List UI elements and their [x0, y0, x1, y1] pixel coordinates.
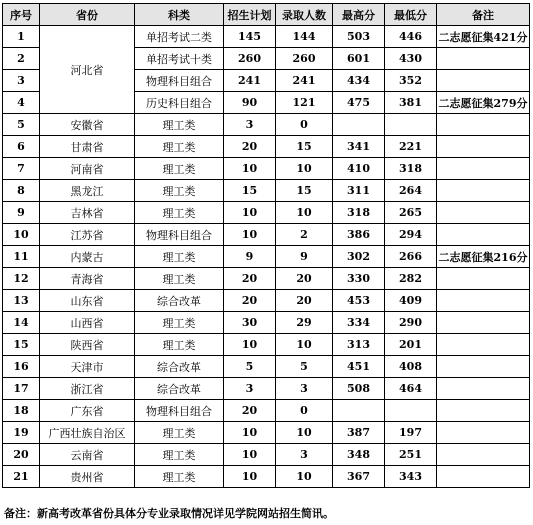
province-cell: 黑龙江: [40, 180, 135, 202]
province-cell: 吉林省: [40, 202, 135, 224]
province-cell: 山西省: [40, 312, 135, 334]
row-number: 17: [3, 378, 40, 400]
row-number: 6: [3, 136, 40, 158]
province-cell: 内蒙古: [40, 246, 135, 268]
max-score-cell: 311: [333, 180, 385, 202]
row-number: 15: [3, 334, 40, 356]
header-cell-admitted: 录取人数: [276, 4, 333, 26]
min-score-cell: 221: [385, 136, 437, 158]
admitted-cell: 9: [276, 246, 333, 268]
plan-cell: 20: [224, 136, 276, 158]
table-row: [3, 136, 530, 158]
max-score-cell: 451: [333, 356, 385, 378]
note-cell: [437, 48, 530, 70]
note-cell: [437, 70, 530, 92]
max-score-cell: 302: [333, 246, 385, 268]
category-cell: 综合改革: [135, 290, 224, 312]
note-cell: [437, 400, 530, 422]
max-score-cell: 410: [333, 158, 385, 180]
max-score-cell: 341: [333, 136, 385, 158]
min-score-cell: 201: [385, 334, 437, 356]
row-number: 18: [3, 400, 40, 422]
admitted-cell: 5: [276, 356, 333, 378]
note-cell: [437, 224, 530, 246]
max-score-cell: 503: [333, 26, 385, 48]
category-cell: 理工类: [135, 246, 224, 268]
plan-cell: 10: [224, 334, 276, 356]
note-cell: [437, 356, 530, 378]
max-score-cell: 313: [333, 334, 385, 356]
max-score-cell: 387: [333, 422, 385, 444]
category-cell: 物理科目组合: [135, 224, 224, 246]
category-cell: 理工类: [135, 180, 224, 202]
row-number: 7: [3, 158, 40, 180]
note-cell: [437, 422, 530, 444]
plan-cell: 241: [224, 70, 276, 92]
row-number: 9: [3, 202, 40, 224]
admitted-cell: 10: [276, 202, 333, 224]
province-cell: 江苏省: [40, 224, 135, 246]
plan-cell: 10: [224, 158, 276, 180]
province-cell: 贵州省: [40, 466, 135, 488]
min-score-cell: 352: [385, 70, 437, 92]
max-score-cell: 348: [333, 444, 385, 466]
category-cell: 理工类: [135, 334, 224, 356]
plan-cell: 30: [224, 312, 276, 334]
max-score-cell: 334: [333, 312, 385, 334]
table-row: [3, 180, 530, 202]
admitted-cell: 121: [276, 92, 333, 114]
min-score-cell: 266: [385, 246, 437, 268]
table-row: [3, 158, 530, 180]
table-row: [3, 26, 530, 48]
min-score-cell: 430: [385, 48, 437, 70]
plan-cell: 10: [224, 466, 276, 488]
province-cell: 青海省: [40, 268, 135, 290]
category-cell: 理工类: [135, 114, 224, 136]
plan-cell: 10: [224, 224, 276, 246]
category-cell: 单招考试二类: [135, 26, 224, 48]
row-number: 19: [3, 422, 40, 444]
province-cell: 浙江省: [40, 378, 135, 400]
max-score-cell: 434: [333, 70, 385, 92]
min-score-cell: 251: [385, 444, 437, 466]
row-number: 8: [3, 180, 40, 202]
note-cell: [437, 136, 530, 158]
header-cell-min-score: 最低分: [385, 4, 437, 26]
admitted-cell: 15: [276, 180, 333, 202]
header-cell-category: 科类: [135, 4, 224, 26]
max-score-cell: 330: [333, 268, 385, 290]
min-score-cell: 409: [385, 290, 437, 312]
row-number: 12: [3, 268, 40, 290]
admitted-cell: 0: [276, 114, 333, 136]
row-number: 16: [3, 356, 40, 378]
header-cell-province: 省份: [40, 4, 135, 26]
admitted-cell: 10: [276, 422, 333, 444]
admitted-cell: 15: [276, 136, 333, 158]
max-score-cell: [333, 114, 385, 136]
row-number: 4: [3, 92, 40, 114]
admitted-cell: 3: [276, 378, 333, 400]
min-score-cell: 197: [385, 422, 437, 444]
plan-cell: 20: [224, 400, 276, 422]
province-cell: 河北省: [40, 26, 135, 114]
table-row: [3, 400, 530, 422]
min-score-cell: 294: [385, 224, 437, 246]
category-cell: 理工类: [135, 158, 224, 180]
admitted-cell: 10: [276, 334, 333, 356]
header-cell-note: 备注: [437, 4, 530, 26]
min-score-cell: 282: [385, 268, 437, 290]
note-cell: [437, 202, 530, 224]
min-score-cell: 464: [385, 378, 437, 400]
row-number: 3: [3, 70, 40, 92]
plan-cell: 9: [224, 246, 276, 268]
category-cell: 物理科目组合: [135, 400, 224, 422]
header-cell-plan: 招生计划: [224, 4, 276, 26]
admitted-cell: 0: [276, 400, 333, 422]
admitted-cell: 29: [276, 312, 333, 334]
admitted-cell: 144: [276, 26, 333, 48]
table-row: [3, 466, 530, 488]
admission-table: [2, 3, 530, 488]
max-score-cell: 453: [333, 290, 385, 312]
province-cell: 天津市: [40, 356, 135, 378]
table-row: [3, 444, 530, 466]
plan-cell: 260: [224, 48, 276, 70]
admitted-cell: 10: [276, 466, 333, 488]
row-number: 11: [3, 246, 40, 268]
row-number: 10: [3, 224, 40, 246]
min-score-cell: 264: [385, 180, 437, 202]
table-row: [3, 356, 530, 378]
note-cell: [437, 290, 530, 312]
min-score-cell: [385, 114, 437, 136]
min-score-cell: 381: [385, 92, 437, 114]
note-cell: 二志愿征集216分: [437, 246, 530, 268]
table-row: [3, 334, 530, 356]
max-score-cell: 386: [333, 224, 385, 246]
note-cell: [437, 378, 530, 400]
note-cell: 二志愿征集421分: [437, 26, 530, 48]
row-number: 1: [3, 26, 40, 48]
table-row: [3, 268, 530, 290]
table-header-row: [3, 4, 530, 26]
row-number: 13: [3, 290, 40, 312]
table-row: [3, 422, 530, 444]
admitted-cell: 10: [276, 158, 333, 180]
min-score-cell: 343: [385, 466, 437, 488]
plan-cell: 3: [224, 378, 276, 400]
table-row: [3, 246, 530, 268]
category-cell: 理工类: [135, 136, 224, 158]
plan-cell: 10: [224, 202, 276, 224]
table-row: [3, 290, 530, 312]
header-cell-no: 序号: [3, 4, 40, 26]
plan-cell: 15: [224, 180, 276, 202]
note-cell: [437, 268, 530, 290]
admitted-cell: 20: [276, 268, 333, 290]
plan-cell: 10: [224, 444, 276, 466]
row-number: 5: [3, 114, 40, 136]
max-score-cell: 318: [333, 202, 385, 224]
province-cell: 山东省: [40, 290, 135, 312]
min-score-cell: 408: [385, 356, 437, 378]
row-number: 2: [3, 48, 40, 70]
plan-cell: 5: [224, 356, 276, 378]
max-score-cell: 601: [333, 48, 385, 70]
max-score-cell: 367: [333, 466, 385, 488]
category-cell: 理工类: [135, 422, 224, 444]
table-row: [3, 202, 530, 224]
category-cell: 历史科目组合: [135, 92, 224, 114]
province-cell: 安徽省: [40, 114, 135, 136]
note-cell: [437, 334, 530, 356]
admitted-cell: 3: [276, 444, 333, 466]
category-cell: 综合改革: [135, 378, 224, 400]
table-row: [3, 312, 530, 334]
admitted-cell: 260: [276, 48, 333, 70]
category-cell: 物理科目组合: [135, 70, 224, 92]
category-cell: 理工类: [135, 466, 224, 488]
category-cell: 理工类: [135, 312, 224, 334]
province-cell: 广东省: [40, 400, 135, 422]
row-number: 14: [3, 312, 40, 334]
note-cell: [437, 312, 530, 334]
table-body: [3, 26, 530, 488]
row-number: 21: [3, 466, 40, 488]
admitted-cell: 2: [276, 224, 333, 246]
province-cell: 甘肃省: [40, 136, 135, 158]
category-cell: 单招考试十类: [135, 48, 224, 70]
max-score-cell: [333, 400, 385, 422]
table-row: [3, 114, 530, 136]
note-cell: [437, 466, 530, 488]
province-cell: 云南省: [40, 444, 135, 466]
province-cell: 广西壮族自治区: [40, 422, 135, 444]
row-number: 20: [3, 444, 40, 466]
max-score-cell: 508: [333, 378, 385, 400]
province-cell: 陕西省: [40, 334, 135, 356]
header-cell-max-score: 最高分: [333, 4, 385, 26]
plan-cell: 10: [224, 422, 276, 444]
min-score-cell: 318: [385, 158, 437, 180]
admitted-cell: 241: [276, 70, 333, 92]
table-row: [3, 224, 530, 246]
plan-cell: 145: [224, 26, 276, 48]
note-cell: [437, 114, 530, 136]
note-cell: 二志愿征集279分: [437, 92, 530, 114]
admitted-cell: 20: [276, 290, 333, 312]
min-score-cell: 446: [385, 26, 437, 48]
plan-cell: 90: [224, 92, 276, 114]
category-cell: 综合改革: [135, 356, 224, 378]
max-score-cell: 475: [333, 92, 385, 114]
min-score-cell: 265: [385, 202, 437, 224]
province-cell: 河南省: [40, 158, 135, 180]
min-score-cell: 290: [385, 312, 437, 334]
category-cell: 理工类: [135, 202, 224, 224]
note-cell: [437, 158, 530, 180]
category-cell: 理工类: [135, 268, 224, 290]
plan-cell: 20: [224, 290, 276, 312]
footnote: 备注：新高考改革省份具体分专业录取情况详见学院网站招生简讯。: [4, 507, 334, 520]
plan-cell: 20: [224, 268, 276, 290]
plan-cell: 3: [224, 114, 276, 136]
note-cell: [437, 180, 530, 202]
category-cell: 理工类: [135, 444, 224, 466]
min-score-cell: [385, 400, 437, 422]
note-cell: [437, 444, 530, 466]
table-row: [3, 378, 530, 400]
